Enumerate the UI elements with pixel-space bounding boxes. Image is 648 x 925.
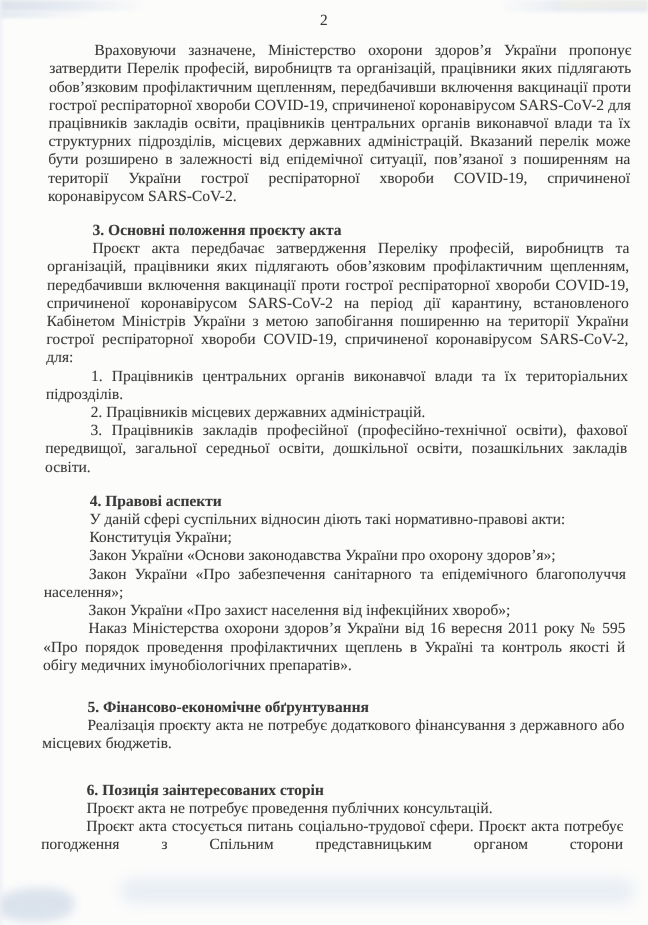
paragraph-main-provisions: Проєкт акта передбачає затвердження Переліку професій, виробництв та організацій, працівники яких підлягають обов’язковим профілактичним щепленням, передбачивши включення вакцинації проти гострої респіраторної хвороби COVID-19, спричиненої коронавірусом SARS-CoV-2 на період дії карантину, встановленого Кабінетом Міністрів України з метою запобігання поширенню на території України гострої респіраторної хвороби COVID-19, спричиненої коронавірусом SARS-CoV-2, для: — [46, 240, 630, 367]
list-item-2: 2. Працівників місцевих державних адміністрацій. — [90, 404, 426, 422]
paragraph-social-sphere: Проєкт акта стосується питань соціально-трудової сфери. Проєкт акта потребує погодження з Спільним представницьким органом сторони — [41, 817, 624, 854]
list-item-3: 3. Працівників закладів професійної (професійно-технічної освіти), фахової передвищої, загальної середньої освіти, дошкільної освіти, позашкільних закладів освіти. — [45, 422, 628, 476]
heading-section-4: 4. Правові аспекти — [89, 492, 222, 510]
heading-section-3: 3. Основні положення проєкту акта — [92, 222, 342, 240]
legal-act-order-595: Наказ Міністерства охорони здоров’я України від 16 вересня 2011 року № 595 «Про порядок проведення профілактичних щеплень в Україні та контроль якості й обігу медичних імунобіологічних препаратів». — [42, 620, 626, 674]
page-content — [0, 42, 648, 854]
heading-section-5: 5. Фінансово-економічне обґрунтування — [87, 698, 370, 716]
list-item-1: 1. Працівників центральних органів виконавчої влади та їх територіальних підрозділів. — [45, 367, 629, 403]
legal-act-constitution: Конституція України; — [89, 529, 232, 547]
paragraph-financial: Реалізація проєкту акта не потребує додаткового фінансування з державного або місцевих бюджетів. — [42, 717, 625, 753]
heading-section-6: 6. Позиція заінтересованих сторін — [86, 781, 324, 799]
paragraph-consultations: Проєкт акта не потребує проведення публічних консультацій. — [86, 799, 493, 817]
legal-act-sanitary: Закон України «Про забезпечення санітарного та епідемічного благополуччя населення»; — [43, 565, 627, 601]
page-number: 2 — [319, 12, 328, 29]
legal-act-infectious: Закон України «Про захист населення від інфекційних хвороб»; — [88, 602, 511, 620]
paragraph-legal-intro: У даній сфері суспільних відносин діють такі нормативно-правові акти: — [89, 511, 566, 529]
legal-act-healthcare-basics: Закон України «Основи законодавства України про охорону здоров’я»; — [89, 547, 556, 565]
paragraph-intro: Враховуючи зазначене, Міністерство охорони здоров’я України пропонує затвердити Перелік професій, виробництв та організацій, працівники яких підлягають обов’язковим профілактичним щепленням, передбачивши включення вакцинації проти гострої респіраторної хвороби COVID-19, спричиненої коронавірусом SARS-CoV-2 для працівників закладів освіти, працівників центральних органів виконавчої влади та їх структурних підрозділів, місцевих державних адміністрацій. Вказаний перелік може бути розширено в залежності від епідемічної ситуації, пов’язаної з поширенням на території України гострої респіраторної хвороби COVID-19, спричиненої коронавірусом SARS-CoV-2. — [47, 42, 632, 205]
